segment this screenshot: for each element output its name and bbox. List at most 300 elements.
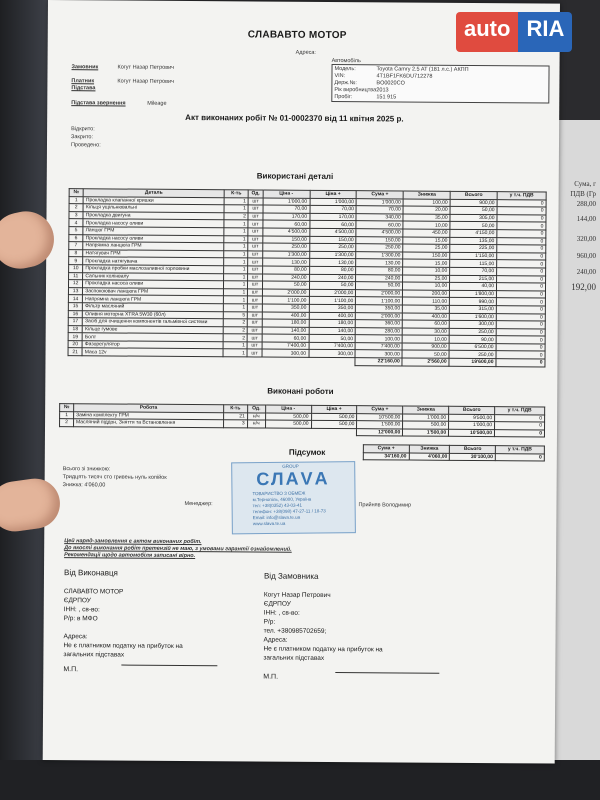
reason-label: Підстава звернення	[71, 100, 126, 107]
table-cell: 0	[497, 222, 546, 230]
column-header: у т.ч. ПДВ	[497, 192, 546, 200]
table-cell: 180,00	[309, 319, 356, 327]
table-cell: Оливня моторна XTRA 5W30 (60л)	[83, 310, 224, 319]
payer-value: Когут Назар Петрович	[117, 78, 174, 85]
payer-label: Платник	[71, 78, 95, 85]
summary-values-row	[363, 452, 544, 461]
table-cell: Ланцюг ГРМ	[83, 227, 224, 236]
detail-line: загальних підставах	[263, 654, 325, 662]
side-text: 144,00	[576, 215, 596, 223]
act-title: Акт виконаних робіт № 01-0002370 від 11 квітня 2025 р.	[185, 112, 404, 124]
car-label: Рік виробництва:	[334, 87, 378, 94]
detail-line: Не є платником податку на прибуток на	[263, 645, 383, 654]
column-header: №	[69, 189, 83, 197]
table-cell	[59, 426, 356, 436]
works-table	[59, 403, 545, 438]
background-bottom	[0, 760, 600, 800]
table-cell: 25,00	[403, 244, 450, 252]
table-cell: шт	[247, 342, 261, 350]
table-cell: 35,00	[403, 305, 450, 313]
car-label: Пробіг:	[334, 94, 353, 101]
table-cell: Натягувач ГРМ	[83, 250, 224, 259]
table-cell: 180,00	[262, 319, 309, 327]
detail-line: Адреса:	[263, 636, 288, 644]
column-header: у т.ч. ПДВ	[495, 446, 544, 454]
table-cell: 150,00	[309, 236, 356, 244]
column-header: Од.	[247, 405, 265, 413]
table-cell: 1'100,00	[356, 297, 403, 305]
table-cell: 100,00	[403, 199, 450, 207]
detail-line: Р/р: в МФО	[63, 615, 98, 623]
table-cell: 0	[496, 290, 545, 298]
table-cell: 10'500,00	[357, 413, 403, 421]
customer-value: Когут Назар Петрович	[117, 64, 175, 71]
column-header: Ціна -	[265, 405, 311, 413]
summary-cell: 34'160,00	[363, 452, 409, 460]
table-cell: 500,00	[311, 413, 357, 421]
table-cell: 12	[68, 280, 82, 288]
table-cell: 50,00	[262, 281, 309, 289]
car-value: 4T1BF1FK6DU712278	[376, 73, 433, 80]
table-cell: 500,00	[265, 413, 311, 421]
column-header: Ціна -	[263, 190, 310, 198]
side-text: 960,00	[576, 252, 596, 260]
table-cell: 25,00	[403, 275, 450, 283]
total-cell: 19'600,00	[449, 358, 496, 366]
table-cell: 0	[496, 306, 545, 314]
customer-label: Замовник	[71, 64, 99, 71]
client-signature-line	[335, 672, 439, 674]
table-cell: 2	[224, 213, 249, 221]
table-cell: 50,00	[402, 350, 449, 358]
table-cell: 20,00	[403, 206, 450, 214]
table-cell: 35,00	[403, 214, 450, 222]
table-cell: 13	[68, 287, 82, 295]
table-cell: 360,00	[356, 320, 403, 328]
table-cell: 150,00	[403, 252, 450, 260]
column-header: Сума +	[363, 445, 409, 453]
table-cell: 250,00	[449, 351, 496, 359]
table-cell: 240,00	[262, 274, 309, 282]
total-discounted-label: Всього зі знижкою:	[62, 466, 111, 473]
table-cell: 2	[223, 319, 248, 327]
table-cell: 1'600,00	[449, 313, 496, 321]
table-cell: 7'400,00	[262, 342, 309, 350]
table-cell: 400,00	[262, 312, 309, 320]
table-cell: 500,00	[265, 420, 311, 428]
manager-label: Менеджер:	[184, 500, 213, 508]
table-cell: 0	[496, 336, 545, 344]
table-cell: 1	[223, 349, 248, 357]
car-info-box	[331, 64, 549, 104]
table-cell: 0	[497, 252, 546, 260]
table-cell: 9	[69, 257, 83, 265]
table-cell: 50,00	[450, 207, 497, 215]
table-cell: 10,00	[402, 335, 449, 343]
table-cell: Фазорегулятор	[82, 341, 223, 350]
table-cell: 90,00	[449, 336, 496, 344]
watermark-part2: RIA	[518, 12, 572, 52]
table-cell: 350,00	[356, 305, 403, 313]
table-cell: 0	[495, 422, 545, 430]
table-cell: Болт	[82, 333, 223, 342]
table-cell: 1	[224, 235, 249, 243]
table-cell: 50,00	[309, 281, 356, 289]
table-cell: 17	[68, 318, 82, 326]
table-cell: 4'500,00	[309, 228, 356, 236]
table-cell: 15	[68, 303, 82, 311]
table-cell: 1	[224, 258, 249, 266]
table-cell: 1'300,00	[262, 251, 309, 259]
address-label: Адреса:	[295, 49, 317, 56]
table-cell: 1	[223, 296, 248, 304]
table-cell: 4'150,00	[450, 229, 497, 237]
summary-title: Підсумок	[288, 447, 326, 457]
summary-cell: 0	[495, 453, 544, 461]
table-cell: 0	[495, 414, 545, 422]
meta-opened: Відкрито:	[71, 126, 95, 133]
car-value: Toyota Camry 2.5 AT (181 л.с.) АКПП	[376, 66, 469, 73]
table-cell: 50,00	[356, 282, 403, 290]
watermark-part1: auto	[456, 12, 518, 52]
detail-line: ІНН: , св-во:	[63, 606, 100, 614]
table-cell: 990,00	[450, 298, 497, 306]
table-cell: 170,00	[263, 213, 310, 221]
side-text: 288,00	[576, 200, 596, 208]
table-cell: 400,00	[309, 312, 356, 320]
table-cell: 300,00	[449, 320, 496, 328]
car-value: 2013	[376, 87, 389, 94]
table-cell: 1	[224, 220, 249, 228]
table-cell: 15,00	[403, 237, 450, 245]
stamp-brand: СЛАVА	[256, 468, 330, 490]
table-cell	[68, 356, 355, 366]
stamp-line: телефон: +38(098) 47-27-11 / 18-73	[252, 508, 326, 515]
table-cell: Прокладка насоса оливи	[83, 280, 224, 289]
table-cell: шт	[248, 281, 262, 289]
column-header: К-ть	[224, 190, 249, 198]
table-cell: Прокладка насосу оливи	[83, 234, 224, 243]
total-cell: 0	[496, 359, 545, 367]
stamp-line: м.Тернопіль, 46000, Україна	[252, 496, 312, 503]
side-text: 240,00	[576, 268, 596, 276]
table-cell: 2'000,00	[309, 289, 356, 297]
table-cell: Прокладка двигуна	[83, 212, 224, 221]
table-cell: 1	[224, 243, 249, 251]
table-cell: 60,00	[356, 221, 403, 229]
detail-line: СЛАВАВТО МОТОР	[63, 588, 124, 596]
table-cell: 240,00	[356, 274, 403, 282]
table-cell: Заміна комплекту ГРМ	[74, 411, 224, 420]
company-title: СЛАВАВТО МОТОР	[247, 29, 347, 42]
table-cell: 70,00	[356, 206, 403, 214]
table-cell: 0	[496, 344, 545, 352]
table-cell: шт	[248, 258, 262, 266]
table-cell: 115,00	[450, 260, 497, 268]
total-cell: 22'160,00	[355, 358, 402, 366]
table-cell: 340,00	[356, 213, 403, 221]
table-cell: 240,00	[309, 274, 356, 282]
table-cell: 0	[497, 245, 546, 253]
summary-table	[363, 444, 545, 461]
table-cell: шт	[248, 266, 262, 274]
table-cell: 1	[224, 228, 249, 236]
table-cell: 225,00	[450, 244, 497, 252]
receiver-text: Прийняв Володимир	[358, 502, 412, 509]
table-cell: Прокладка клапанної кришки	[83, 196, 224, 205]
table-cell: 2	[60, 419, 74, 427]
column-header: Всього	[450, 445, 496, 453]
table-cell: 2'000,00	[262, 289, 309, 297]
table-cell: 1'300,00	[356, 251, 403, 259]
table-cell: 0	[497, 207, 546, 215]
table-cell: 21	[68, 348, 82, 356]
table-cell: 1	[224, 197, 249, 205]
table-cell: 7	[69, 242, 83, 250]
table-cell: 130,00	[356, 259, 403, 267]
table-cell: 5	[223, 311, 248, 319]
table-cell: 60,00	[263, 220, 310, 228]
table-cell: 1	[223, 342, 248, 350]
table-cell: 60,00	[309, 221, 356, 229]
table-cell: 300,00	[262, 349, 309, 357]
stamp-group: GROUP	[282, 463, 299, 469]
table-cell: 0	[497, 260, 546, 268]
table-cell: 18	[68, 325, 82, 333]
table-cell: 80,00	[309, 266, 356, 274]
detail-line: Не є платником податку на прибуток на	[63, 642, 183, 650]
column-header: №	[60, 404, 74, 412]
table-cell: 4	[69, 219, 83, 227]
detail-line: ЄДРПОУ	[263, 600, 291, 608]
table-cell: 7'400,00	[309, 342, 356, 350]
table-cell: 1'300,00	[309, 251, 356, 259]
document-sheet	[43, 0, 560, 764]
table-cell: 1	[224, 266, 249, 274]
table-cell: 80,00	[356, 267, 403, 275]
table-cell: 140,00	[309, 327, 356, 335]
note-line: Рекомендації щодо автомобіля записані вірно.	[64, 552, 196, 560]
table-cell: 0	[497, 268, 546, 276]
total-in-words: Тридцять тисяч сто гривень нуль копійок	[62, 474, 167, 481]
table-cell: 60,00	[262, 334, 309, 342]
table-cell: шт	[248, 205, 262, 213]
table-cell: 0	[497, 275, 546, 283]
table-cell: шт	[247, 334, 261, 342]
table-cell: Напрямна ланцюга ГРМ	[83, 242, 224, 251]
summary-cell: 4'060,00	[409, 453, 450, 461]
table-cell: 1'000,00	[263, 198, 310, 206]
table-cell: 14	[68, 295, 82, 303]
detail-line: ЄДРПОУ	[63, 597, 91, 605]
table-cell: 450,00	[403, 229, 450, 237]
table-cell: Сальник колінвалу	[83, 272, 224, 281]
table-cell: 2	[223, 334, 248, 342]
total-cell: 1'500,00	[403, 429, 449, 437]
table-cell: 1	[224, 250, 249, 258]
table-cell: шт	[248, 327, 262, 335]
table-cell: шт	[248, 304, 262, 312]
table-cell: 0	[496, 298, 545, 306]
table-cell: 300,00	[355, 350, 402, 358]
table-cell: 5	[69, 227, 83, 235]
table-cell: 110,00	[403, 297, 450, 305]
table-cell: 70,00	[310, 206, 357, 214]
car-value: 151 915	[376, 94, 397, 101]
works-section-title: Виконані роботи	[267, 386, 334, 397]
client-stamp-place: М.П.	[263, 673, 279, 681]
table-cell: шт	[248, 289, 262, 297]
table-cell: Кільця ущільнювальні	[83, 204, 224, 213]
table-cell: Прокладка насосу оливи	[83, 219, 224, 228]
table-cell: 400,00	[403, 312, 450, 320]
table-cell: шт	[248, 197, 262, 205]
stamp-line: Email: info@slava.te.ua	[252, 514, 301, 521]
table-cell: 1	[223, 281, 248, 289]
table-cell: 0	[496, 283, 545, 291]
table-cell: 150,00	[356, 236, 403, 244]
executor-stamp-place: М.П.	[63, 666, 79, 674]
table-cell: 1'000,00	[403, 414, 449, 422]
table-cell: 10,00	[403, 282, 450, 290]
table-cell: Напрямна ланцюга ГРМ	[83, 295, 224, 304]
table-cell: 315,00	[449, 305, 496, 313]
executor-signature-line	[121, 665, 217, 667]
table-cell: 1	[223, 304, 248, 312]
column-header: Ціна +	[311, 405, 357, 413]
table-cell: 2'000,00	[356, 312, 403, 320]
column-header: К-ть	[223, 405, 247, 413]
meta-done: Проведено:	[70, 142, 101, 149]
detail-line: тел. +380985702659;	[263, 627, 327, 635]
side-text: 192,00	[571, 282, 596, 292]
table-cell: 19	[68, 333, 82, 341]
table-cell: шт	[248, 243, 262, 251]
table-cell: Кільце гумове	[82, 325, 223, 334]
table-cell: 135,00	[450, 237, 497, 245]
table-cell: 80,00	[262, 266, 309, 274]
stamp-line: ТОВАРИСТВО З ОБМЕЖ	[252, 490, 306, 497]
table-cell: 100,00	[355, 335, 402, 343]
table-cell: 500,00	[403, 421, 449, 429]
table-cell: 215,00	[450, 275, 497, 283]
table-cell: 900,00	[450, 199, 497, 207]
table-cell: 4'500,00	[356, 229, 403, 237]
table-cell: шт	[248, 213, 262, 221]
car-value: BO0020CO	[376, 80, 405, 87]
stamp-line: www.slava.te.ua	[252, 520, 286, 527]
total-cell: 0	[494, 429, 544, 437]
table-cell: шт	[248, 228, 262, 236]
table-cell: 280,00	[356, 327, 403, 335]
column-header: Всього	[449, 406, 495, 414]
table-cell: Фільтр масляний	[83, 303, 224, 312]
table-cell: н/ч	[247, 420, 265, 428]
column-header: Всього	[450, 191, 497, 199]
column-header: Робота	[74, 404, 224, 413]
table-cell: 3	[223, 420, 247, 428]
car-label: Модель:	[334, 66, 356, 73]
table-cell: 2	[223, 326, 248, 334]
table-cell: 1'000,00	[449, 421, 495, 429]
table-cell: 1'000,00	[310, 198, 357, 206]
table-cell: шт	[248, 319, 262, 327]
table-cell: 3	[69, 211, 83, 219]
table-cell: 0	[496, 351, 545, 359]
detail-line: Р/р:	[263, 618, 276, 626]
table-cell: 1	[60, 411, 74, 419]
note-line: Цей наряд-замовлення є актом виконаних робіт.	[64, 538, 202, 546]
table-cell: 500,00	[311, 421, 357, 429]
table-cell: 40,00	[450, 282, 497, 290]
meta-closed: Закрито:	[71, 134, 94, 141]
table-cell: 1'800,00	[450, 290, 497, 298]
table-cell: 6	[69, 234, 83, 242]
table-cell: н/ч	[247, 412, 265, 420]
table-cell: 1	[223, 288, 248, 296]
table-cell: 140,00	[262, 327, 309, 335]
table-cell: 250,00	[449, 328, 496, 336]
table-cell: 7'400,00	[355, 343, 402, 351]
table-cell: 8	[69, 249, 83, 257]
table-cell: Масляний піддон, Зняття та Встановлення	[73, 419, 223, 428]
total-cell: 10'500,00	[449, 429, 495, 437]
table-cell: 30,00	[402, 328, 449, 336]
column-header: Знижка	[403, 191, 450, 199]
table-cell: 170,00	[309, 213, 356, 221]
parts-section-title: Використані деталі	[256, 171, 334, 181]
table-cell: 20	[68, 341, 82, 349]
table-cell: шт	[248, 220, 262, 228]
table-cell: Заспокоювач ланцюга ГРМ	[83, 287, 224, 296]
table-cell: Прокладка пробки маслозаливної горловини	[83, 265, 224, 274]
table-cell: 50,00	[450, 222, 497, 230]
column-header: Сума +	[357, 406, 403, 414]
table-cell: 1	[224, 205, 249, 213]
table-cell: 10,00	[403, 221, 450, 229]
table-cell: шт	[248, 273, 262, 281]
table-cell: 1'100,00	[309, 297, 356, 305]
column-header: у т.ч. ПДВ	[495, 407, 545, 415]
car-title: Автомобіль	[331, 57, 361, 65]
car-label: VIN:	[334, 73, 346, 80]
table-cell: Засіб для очищення компонентів гальмівної системи	[82, 318, 223, 327]
stamp-line: тел: +38(0352) 43-03-41	[252, 502, 303, 509]
table-cell: 6'500,00	[449, 343, 496, 351]
table-cell: 21	[223, 412, 247, 420]
table-cell: 11	[69, 272, 83, 280]
summary-cell: 30'100,00	[450, 453, 496, 461]
table-cell: 15,00	[403, 259, 450, 267]
table-cell: 350,00	[309, 304, 356, 312]
table-cell: 250,00	[309, 243, 356, 251]
table-cell: 250,00	[356, 244, 403, 252]
table-cell: 60,00	[402, 320, 449, 328]
table-cell: Прокладка натягувача	[83, 257, 224, 266]
executor-title: Від Виконавця	[63, 568, 118, 578]
total-cell: 12'000,00	[357, 428, 403, 436]
reason-value: Mileage	[147, 100, 167, 107]
discount-total: Знижка: 4'060,00	[62, 482, 106, 489]
column-header: Знижка	[403, 406, 449, 414]
table-cell: 10,00	[403, 267, 450, 275]
table-cell: 0	[497, 199, 546, 207]
table-cell: шт	[248, 311, 262, 319]
table-cell: 200,00	[403, 290, 450, 298]
table-cell: шт	[248, 235, 262, 243]
table-cell: 0	[496, 328, 545, 336]
column-header: Знижка	[409, 445, 450, 453]
